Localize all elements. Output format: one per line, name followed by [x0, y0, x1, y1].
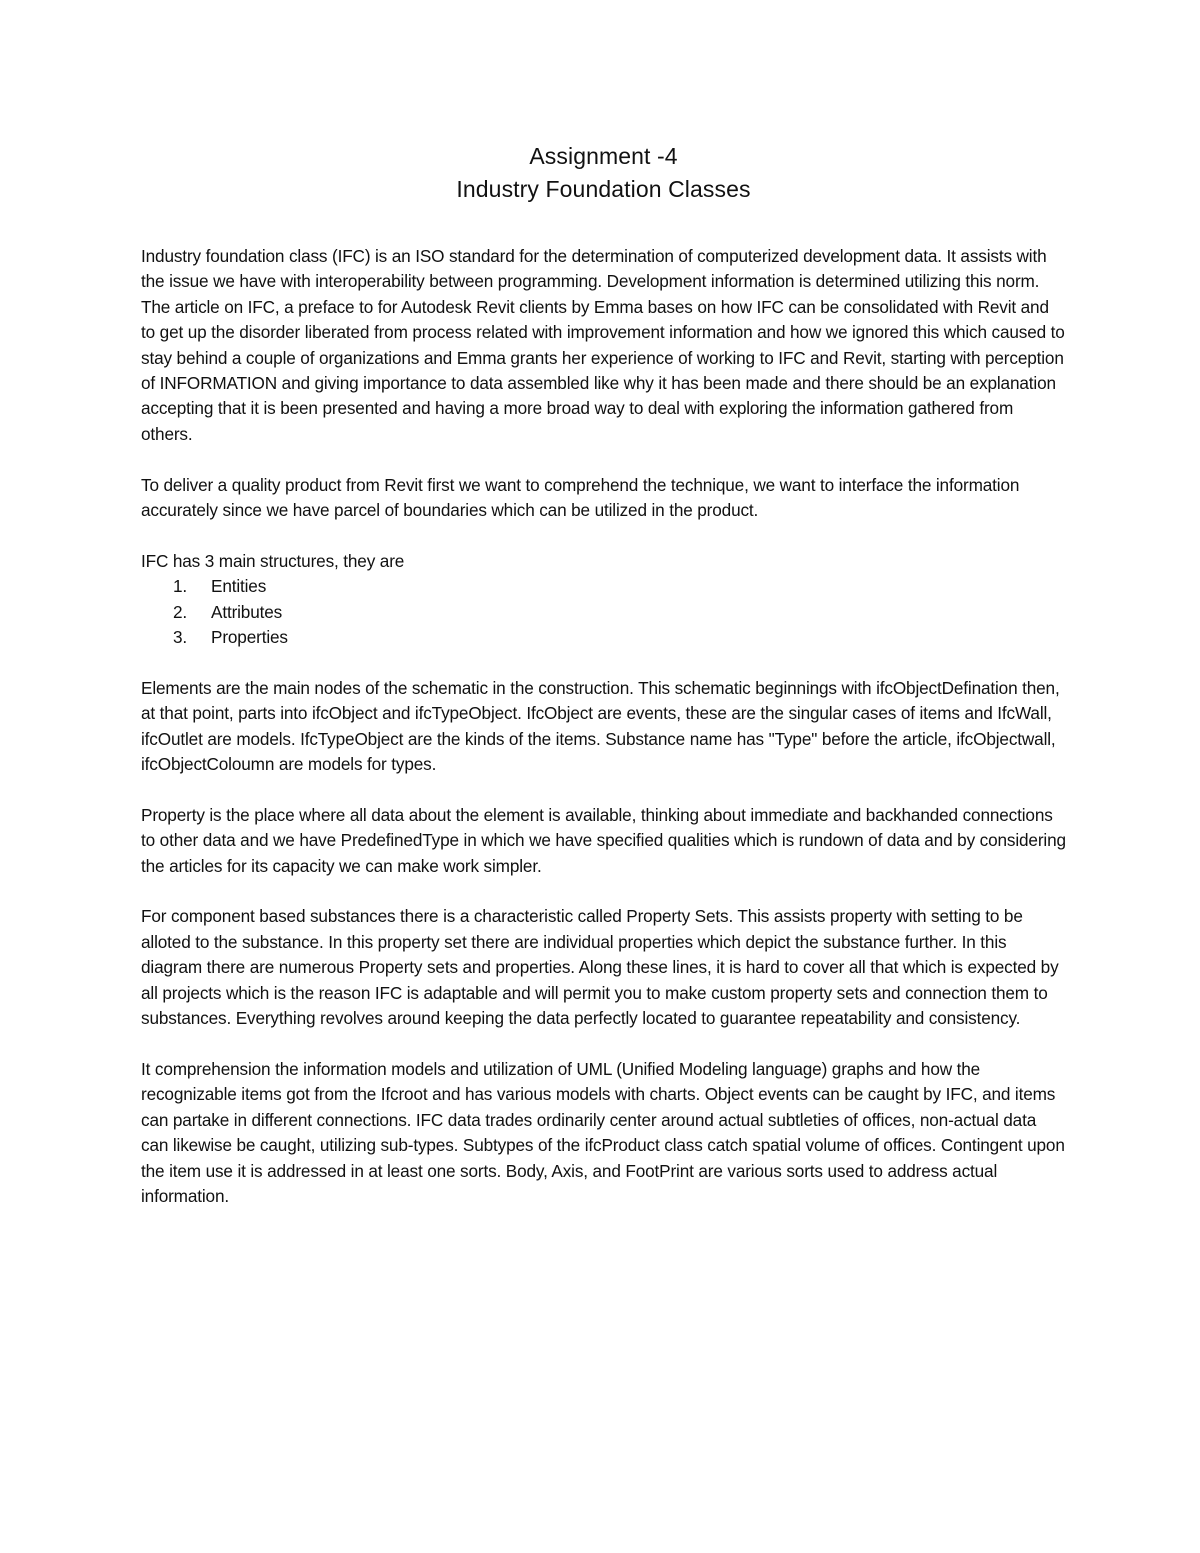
document-subtitle: Industry Foundation Classes [456, 176, 751, 202]
list-item-number: 3. [173, 627, 188, 648]
paragraph-uml-models: It comprehension the information models and utilization of UML (Unified Modeling language) graphs and how the recognizable items got from the Ifcroot and has various models with charts. Object events can be caught by IFC, and items can partake in different connections. IFC data trades ordinarily center around actual subtleties of offices, non-actual data can likewise be caught, utilizing sub-types. Subtypes of the ifcProduct class catch spatial volume of offices. Contingent upon the item use it is addressed in at least one sorts. Body, Axis, and FootPrint are various sorts used to address actual information. [141, 1058, 1065, 1206]
list-item-number: 2. [173, 601, 188, 622]
paragraph-revit-quality: To deliver a quality product from Revit first we want to comprehend the technique, we want to interface the information accurately since we have parcel of boundaries which can be utilized in the product. [141, 474, 1020, 521]
list-item-text: Entities [211, 576, 267, 597]
list-item-number: 1. [173, 576, 188, 597]
paragraph-property: Property is the place where all data about the element is available, thinking about immediate and backhanded connections to other data and we have PredefinedType in which we have specified qualities which is rundown of data and by considering the articles for its capacity we can make work simpler. [141, 804, 1066, 876]
list-item [141, 625, 1066, 650]
list-item-text: Attributes [211, 601, 283, 622]
list-item-text: Properties [211, 627, 288, 648]
title-block [141, 140, 1066, 206]
list-intro: IFC has 3 main structures, they are [141, 550, 405, 571]
document-title: Assignment -4 [529, 143, 678, 169]
document-body [141, 140, 1066, 1235]
paragraph-ifc-intro: Industry foundation class (IFC) is an ISO standard for the determination of computerized development data. It assists with the issue we have with interoperability between programming. Development information is determined utilizing this norm. The article on IFC, a preface to for Autodesk Revit clients by Emma bases on how IFC can be consolidated with Revit and to get up the disorder liberated from process related with improvement information and how we ignored this which caused to stay behind a couple of organizations and Emma grants her experience of working to IFC and Revit, starting with perception of INFORMATION and giving importance to data assembled like why it has been made and there should be an explanation accepting that it is been presented and having a more broad way to deal with exploring the information gathered from others. [141, 246, 1065, 444]
list-item [141, 600, 1066, 625]
paragraph-property-sets: For component based substances there is a characteristic called Property Sets. This assists property with setting to be alloted to the substance. In this property set there are individual properties which depict the substance further. In this diagram there are numerous Property sets and properties. Along these lines, it is hard to cover all that which is expected by all projects which is the reason IFC is adaptable and will permit you to make custom property sets and connection them to substances. Everything revolves around keeping the data perfectly located to guarantee repeatability and consistency. [141, 906, 1059, 1029]
structures-list [141, 574, 1066, 650]
paragraph-elements: Elements are the main nodes of the schematic in the construction. This schematic beginnings with ifcObjectDefination then, at that point, parts into ifcObject and ifcTypeObject. IfcObject are events, these are the singular cases of items and IfcWall, ifcOutlet are models. IfcTypeObject are the kinds of the items. Substance name has "Type" before the article, ifcObjectwall, ifcObjectColoumn are models for types. [141, 677, 1060, 775]
list-item [141, 574, 1066, 599]
